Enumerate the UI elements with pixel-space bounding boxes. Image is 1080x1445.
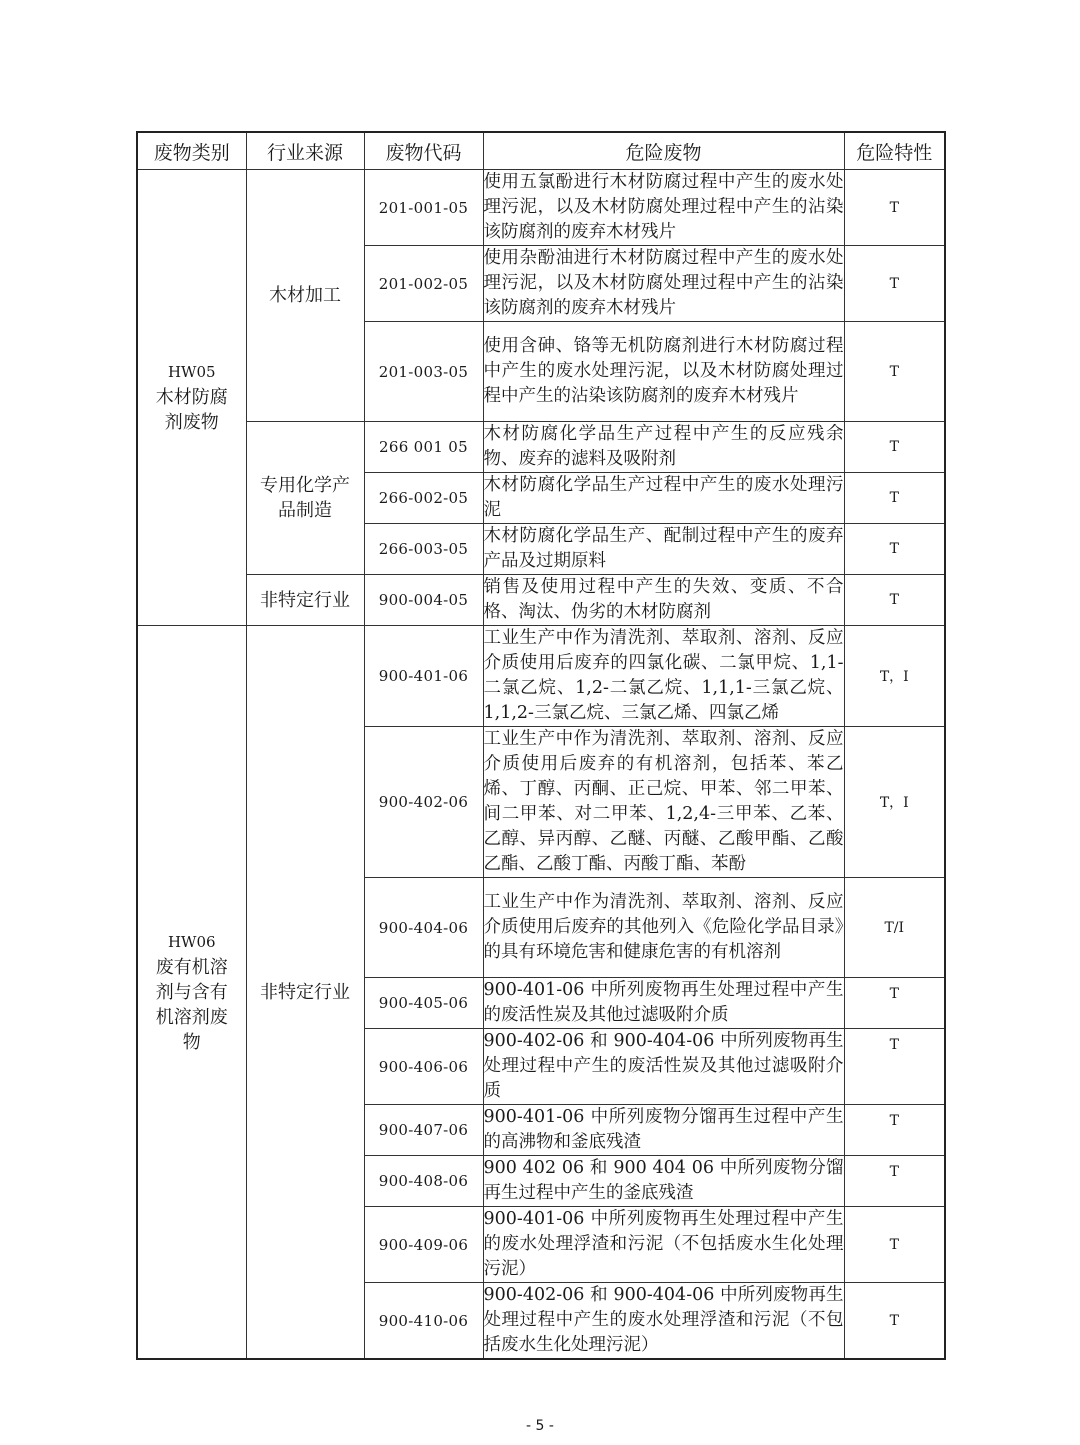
waste-description: 工业生产中作为清洗剂、萃取剂、溶剂、反应介质使用后废弃的有机溶剂，包括苯、苯乙烯、丁醇、丙酮、正己烷、甲苯、邻二甲苯、间二甲苯、对二甲苯、1,2,4-三甲苯、乙苯、乙醇、异丙醇、乙醚、丙醚、乙酸甲酯、乙酸乙酯、乙酸丁酯、丙酸丁酯、苯酚 xyxy=(483,727,844,878)
waste-code: 900-406-06 xyxy=(364,1029,483,1105)
waste-code: 266 001 05 xyxy=(364,422,483,473)
hazard-property: T xyxy=(844,524,945,575)
hazard-property: T xyxy=(844,170,945,246)
waste-code: 900-404-06 xyxy=(364,878,483,978)
hazard-property: T xyxy=(844,246,945,322)
hazard-property: T xyxy=(844,422,945,473)
hazard-property: T xyxy=(844,575,945,626)
source-chemical-manufacturing xyxy=(246,422,364,575)
waste-code: 201-003-05 xyxy=(364,322,483,422)
waste-description: 900-401-06 中所列废物再生处理过程中产生的废水处理浮渣和污泥（不包括废水生化处理污泥） xyxy=(483,1207,844,1283)
waste-code: 900-409-06 xyxy=(364,1207,483,1283)
hazard-property: T/I xyxy=(844,878,945,978)
waste-code: 201-002-05 xyxy=(364,246,483,322)
waste-description: 900 402 06 和 900 404 06 中所列废物分馏再生过程中产生的釜底残渣 xyxy=(483,1156,844,1207)
hazard-property: T xyxy=(844,1105,945,1156)
source-nonspecific: 非特定行业 xyxy=(246,626,364,1360)
waste-code: 201-001-05 xyxy=(364,170,483,246)
header-hazard: 危险特性 xyxy=(844,132,945,170)
waste-description: 900-402-06 和 900-404-06 中所列废物再生处理过程中产生的废活性炭及其他过滤吸附介质 xyxy=(483,1029,844,1105)
hazard-property: T，I xyxy=(844,626,945,727)
header-source: 行业来源 xyxy=(246,132,364,170)
hazardous-waste-table xyxy=(136,131,946,1360)
category-hw05 xyxy=(137,170,246,626)
waste-description: 使用五氯酚进行木材防腐过程中产生的废水处理污泥，以及木材防腐处理过程中产生的沾染该防腐剂的废弃木材残片 xyxy=(483,170,844,246)
waste-description: 木材防腐化学品生产过程中产生的反应残余物、废弃的滤料及吸附剂 xyxy=(483,422,844,473)
waste-description: 使用含砷、铬等无机防腐剂进行木材防腐过程中产生的废水处理污泥，以及木材防腐处理过程中产生的沾染该防腐剂的废弃木材残片 xyxy=(483,322,844,422)
hazard-property: T xyxy=(844,1207,945,1283)
waste-description: 工业生产中作为清洗剂、萃取剂、溶剂、反应介质使用后废弃的其他列入《危险化学品目录》的具有环境危害和健康危害的有机溶剂 xyxy=(483,878,844,978)
waste-description: 木材防腐化学品生产过程中产生的废水处理污泥 xyxy=(483,473,844,524)
waste-code: 900-405-06 xyxy=(364,978,483,1029)
hazard-property: T xyxy=(844,1283,945,1360)
hazard-property: T，I xyxy=(844,727,945,878)
table-row xyxy=(137,575,945,626)
header-category: 废物类别 xyxy=(137,132,246,170)
waste-code: 900-408-06 xyxy=(364,1156,483,1207)
category-name: 废有机溶剂与含有机溶剂废物 xyxy=(155,956,228,1053)
waste-code: 900-410-06 xyxy=(364,1283,483,1360)
hazard-property: T xyxy=(844,1029,945,1105)
source-wood-processing: 木材加工 xyxy=(246,170,364,422)
waste-code: 900-401-06 xyxy=(364,626,483,727)
source-label: 专用化学产品制造 xyxy=(260,475,350,521)
hazard-property: T xyxy=(844,473,945,524)
table-header-row xyxy=(137,132,945,170)
waste-description: 使用杂酚油进行木材防腐过程中产生的废水处理污泥，以及木材防腐处理过程中产生的沾染该防腐剂的废弃木材残片 xyxy=(483,246,844,322)
category-code: HW05 xyxy=(167,363,216,381)
header-code: 废物代码 xyxy=(364,132,483,170)
waste-description: 900-402-06 和 900-404-06 中所列废物再生处理过程中产生的废水处理浮渣和污泥（不包括废水生化处理污泥） xyxy=(483,1283,844,1360)
waste-code: 266-002-05 xyxy=(364,473,483,524)
hazard-property: T xyxy=(844,322,945,422)
category-name: 木材防腐剂废物 xyxy=(155,387,228,433)
source-nonspecific: 非特定行业 xyxy=(246,575,364,626)
table-row xyxy=(137,626,945,727)
waste-code: 266-003-05 xyxy=(364,524,483,575)
waste-code: 900-402-06 xyxy=(364,727,483,878)
hazard-property: T xyxy=(844,978,945,1029)
hazard-property: T xyxy=(844,1156,945,1207)
category-code: HW06 xyxy=(167,932,216,951)
waste-description: 工业生产中作为清洗剂、萃取剂、溶剂、反应介质使用后废弃的四氯化碳、二氯甲烷、1,1-二氯乙烷、1,2-二氯乙烷、1,1,1-三氯乙烷、1,1,2-三氯乙烷、三氯乙烯、四氯乙烯 xyxy=(483,626,844,727)
waste-description: 销售及使用过程中产生的失效、变质、不合格、淘汰、伪劣的木材防腐剂 xyxy=(483,575,844,626)
table-row xyxy=(137,170,945,246)
waste-description: 木材防腐化学品生产、配制过程中产生的废弃产品及过期原料 xyxy=(483,524,844,575)
waste-description: 900-401-06 中所列废物分馏再生过程中产生的高沸物和釜底残渣 xyxy=(483,1105,844,1156)
table-row xyxy=(137,422,945,473)
waste-description: 900-401-06 中所列废物再生处理过程中产生的废活性炭及其他过滤吸附介质 xyxy=(483,978,844,1029)
waste-code: 900-004-05 xyxy=(364,575,483,626)
page-number: - 5 - xyxy=(526,1418,554,1434)
category-hw06 xyxy=(137,626,246,1360)
waste-code: 900-407-06 xyxy=(364,1105,483,1156)
header-waste: 危险废物 xyxy=(483,132,844,170)
